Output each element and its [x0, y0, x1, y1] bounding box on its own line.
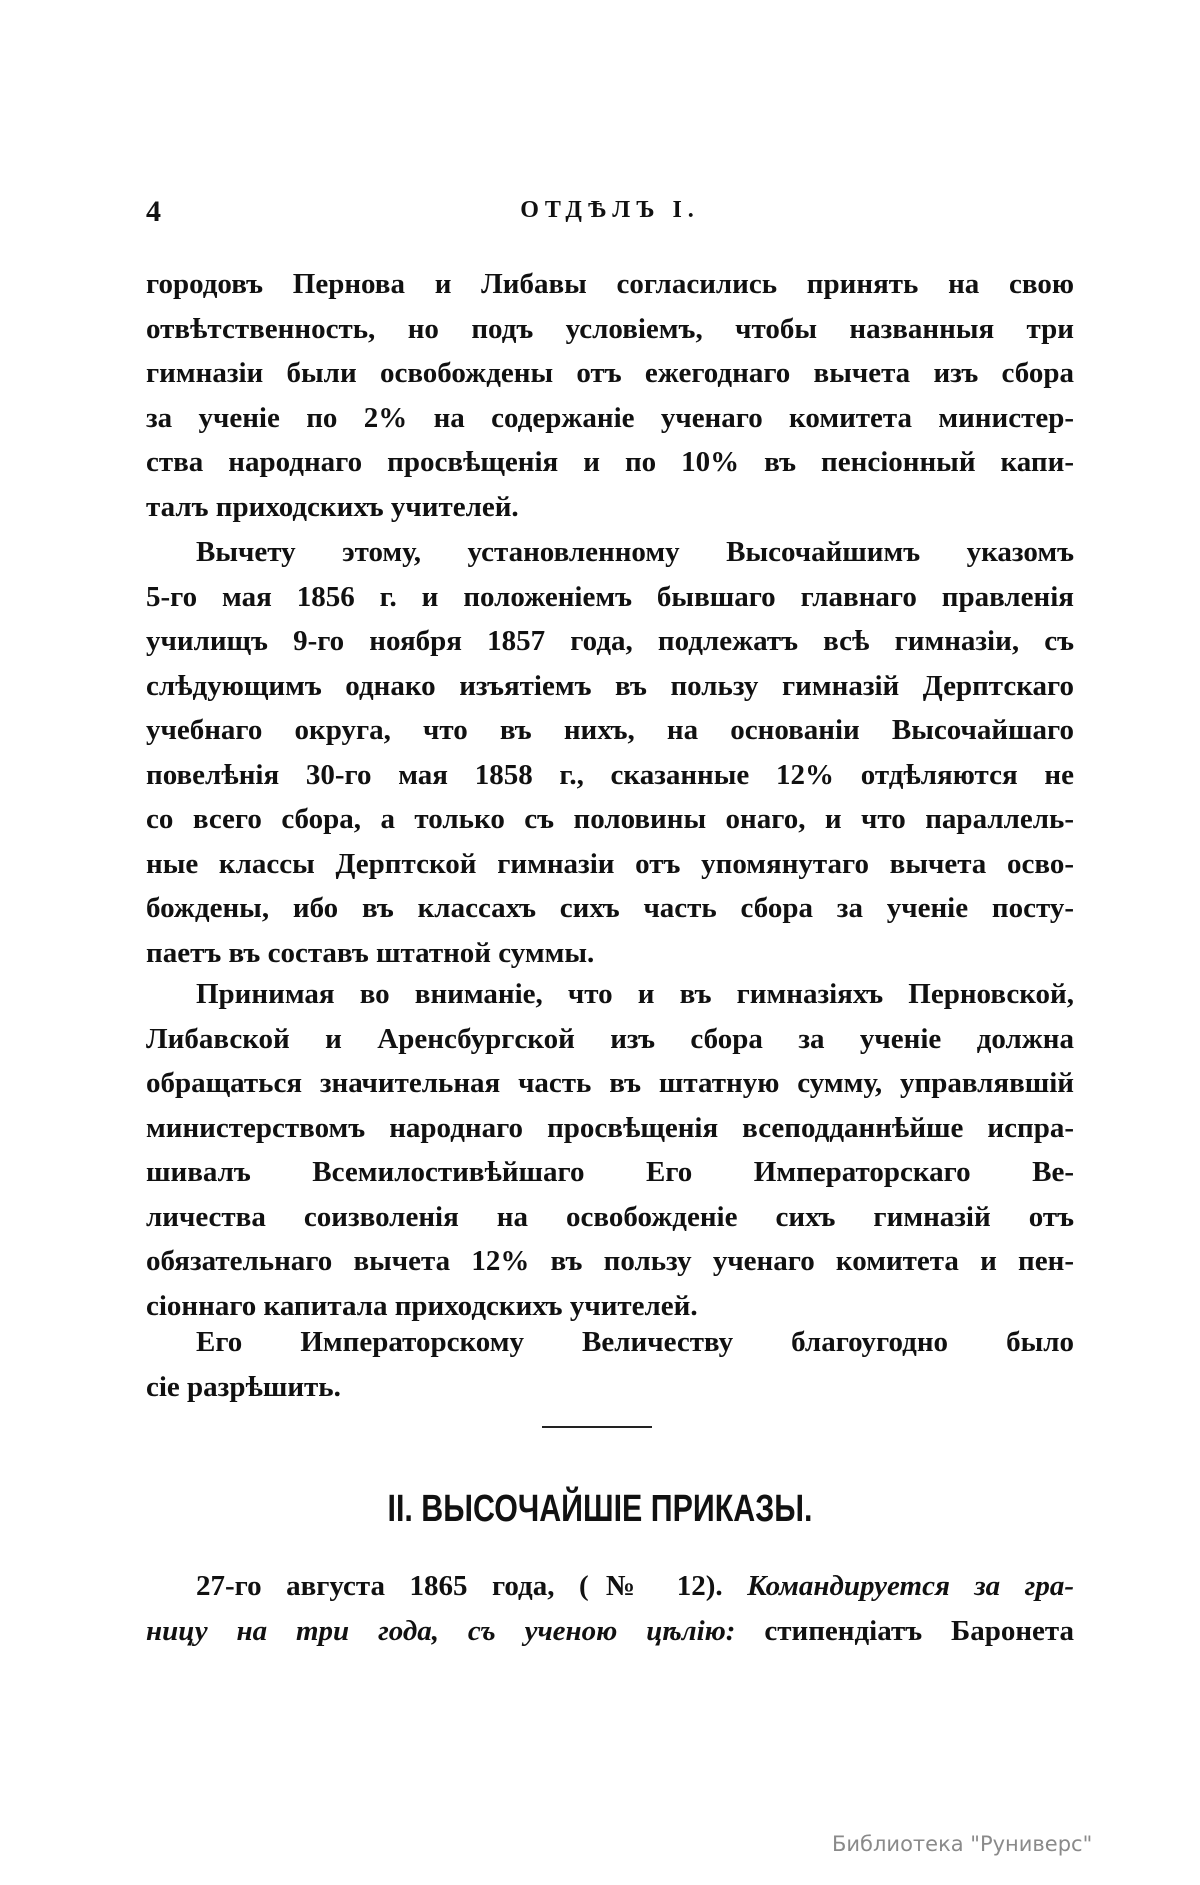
text-line: ства народнаго просвѣщенія и по 10% въ пенсіонный капи- [146, 446, 1074, 478]
text-line: сіоннаго капитала приходскихъ учителей. [146, 1289, 698, 1322]
text-line: талъ приходскихъ учителей. [146, 490, 519, 523]
text-line [146, 1609, 1074, 1654]
paragraph-4 [146, 1320, 1074, 1409]
text-italic: Командируется за гра- [747, 1570, 1075, 1602]
text-plain: 27-го августа 1865 года, (№ 12). [196, 1570, 723, 1602]
text-italic: ницу на три года, съ ученою цѣлію: [146, 1614, 736, 1647]
text-line: учебнаго округа, что въ нихъ, на основаніи Высочайшаго [146, 714, 1074, 746]
text-line: обязательнаго вычета 12% въ пользу ученаго комитета и пен- [146, 1245, 1074, 1277]
text-line [146, 1564, 1074, 1609]
text-line: личества соизволенія на освобожденіе сихъ гимназій отъ [146, 1200, 1074, 1233]
text-line: училищъ 9-го ноября 1857 года, подлежатъ всѣ гимназіи, съ [146, 625, 1074, 657]
paragraph-3 [146, 972, 1074, 1328]
text-line: бождены, ибо въ классахъ сихъ часть сбора за ученіе посту- [146, 892, 1074, 924]
text-line: Принимая во вниманіе, что и въ гимназіяхъ Перновской, [196, 978, 1074, 1010]
paragraph-2 [146, 530, 1074, 975]
text-line: городовъ Пернова и Либавы согласились принять на свою [146, 268, 1074, 300]
text-line: гимназіи были освобождены отъ ежегоднаго вычета изъ сбора [146, 357, 1074, 389]
running-head: ОТДѢЛЪ I. [520, 197, 700, 223]
library-watermark: Библиотека "Руниверс" [832, 1832, 1093, 1856]
page-number: 4 [146, 195, 161, 228]
page-header [146, 195, 1074, 235]
separator-rule [542, 1426, 652, 1428]
text-line: 5-го мая 1856 г. и положеніемъ бывшаго главнаго правленія [146, 580, 1074, 613]
text-line: со всего сбора, а только съ половины онаго, и что параллель- [146, 803, 1074, 835]
text-line: Вычету этому, установленному Высочайшимъ указомъ [196, 536, 1074, 568]
text-line: обращаться значительная часть въ штатную сумму, управлявшій [146, 1067, 1074, 1099]
text-line: ные классы Дерптской гимназіи отъ упомянутаго вычета осво- [146, 847, 1074, 880]
text-line: Либавской и Аренсбургской изъ сбора за ученіе должна [146, 1022, 1074, 1055]
text-plain: стипендіатъ Баронета [764, 1614, 1074, 1647]
text-line: Его Императорскому Величеству благоугодно было [196, 1326, 1074, 1358]
text-line: шивалъ Всемилостивѣйшаго Его Императорскаго Ве- [146, 1156, 1074, 1188]
text-line: министерствомъ народнаго просвѣщенія всеподданнѣйше испра- [146, 1111, 1074, 1144]
text-line: сіе разрѣшить. [146, 1370, 341, 1403]
paragraph-1 [146, 262, 1074, 529]
text-line: повелѣнія 30-го мая 1858 г., сказанные 12% отдѣляются не [146, 758, 1074, 791]
text-line: слѣдующимъ однако изъятіемъ въ пользу гимназій Дерптскаго [146, 669, 1074, 702]
text-line: отвѣтственность, но подъ условіемъ, чтобы названныя три [146, 312, 1074, 345]
paragraph-5 [146, 1564, 1074, 1653]
text-line: за ученіе по 2% на содержаніе ученаго комитета министер- [146, 401, 1074, 434]
text-line: паетъ въ составъ штатной суммы. [146, 936, 595, 969]
section-heading: II. ВЫСОЧАЙШІЕ ПРИКАЗЫ. [387, 1488, 813, 1530]
